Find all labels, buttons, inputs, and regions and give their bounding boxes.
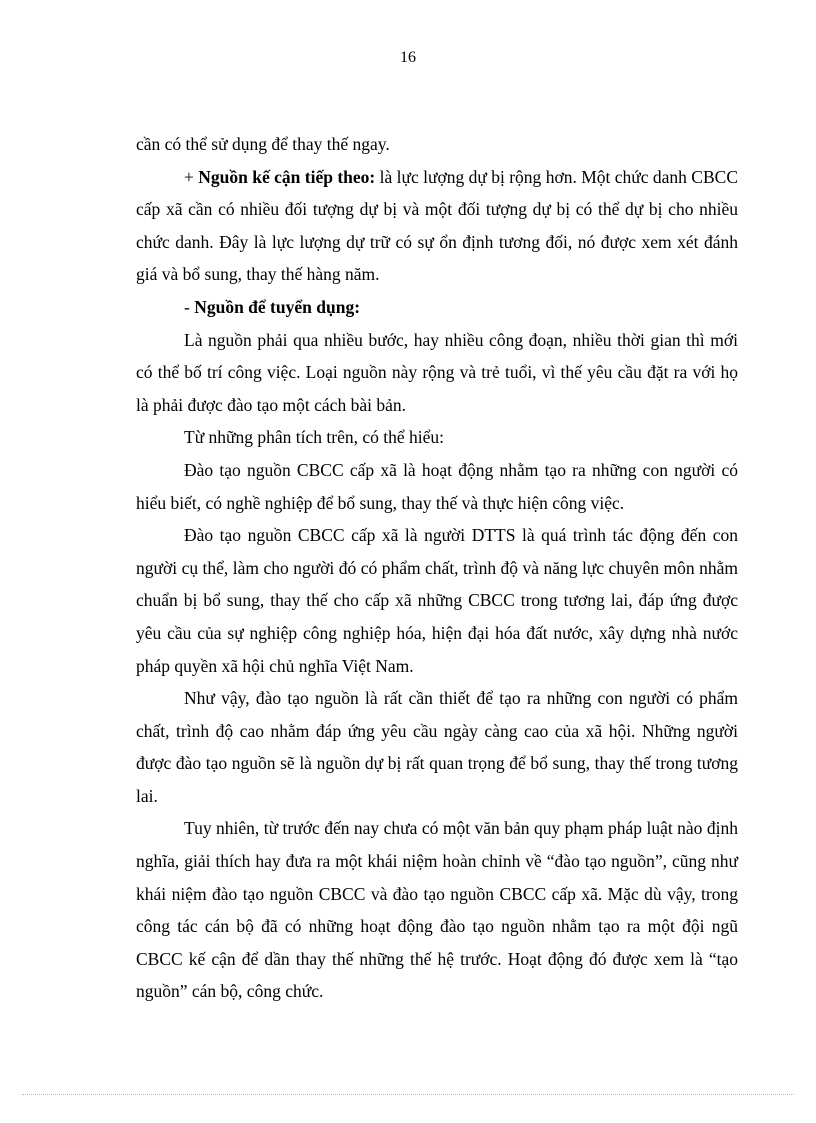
paragraph-1-text: cần có thể sử dụng để thay thế ngay.: [136, 134, 390, 154]
page-number: 16: [400, 49, 416, 66]
paragraph-1: [136, 128, 738, 161]
paragraph-2-heading: Nguồn kế cận tiếp theo:: [198, 166, 376, 187]
paragraph-3-heading: Nguồn để tuyển dụng:: [194, 296, 361, 317]
document-body: [136, 128, 738, 1008]
paragraph-9: [136, 812, 738, 1008]
paragraph-3-prefix: -: [184, 296, 195, 317]
paragraph-8-text: Như vậy, đào tạo nguồn là rất cần thiết để tạo ra những con người có phẩm chất, trình độ cao nhằm đáp ứng yêu cầu ngày càng cao của xã hội. Những người được đào tạo nguồn sẽ là nguồn dự bị rất quan trọng để bổ sung, thay thế trong tương lai.: [136, 688, 738, 806]
paragraph-9-text: Tuy nhiên, từ trước đến nay chưa có một văn bản quy phạm pháp luật nào định nghĩa, giải thích hay đưa ra một khái niệm hoàn chỉnh về “đào tạo nguồn”, cũng như khái niệm đào tạo nguồn CBCC và đào tạo nguồn CBCC cấp xã. Mặc dù vậy, trong công tác cán bộ đã có những hoạt động đào tạo nguồn nhằm tạo ra một đội ngũ CBCC kế cận để dần thay thế những thế hệ trước. Hoạt động đó được xem là “tạo nguồn” cán bộ, công chức.: [136, 818, 738, 1002]
paragraph-3: [136, 291, 738, 324]
paragraph-4-text: Là nguồn phải qua nhiều bước, hay nhiều công đoạn, nhiều thời gian thì mới có thể bố trí công việc. Loại nguồn này rộng và trẻ tuổi, vì thế yêu cầu đặt ra với họ là phải được đào tạo một cách bài bản.: [136, 329, 738, 415]
paragraph-5: [136, 421, 738, 454]
paragraph-4: [136, 324, 738, 422]
paragraph-2-prefix: +: [184, 166, 199, 187]
page-bottom-divider: [22, 1094, 794, 1095]
paragraph-8: [136, 682, 738, 812]
paragraph-6: [136, 454, 738, 519]
paragraph-2: [136, 161, 738, 291]
paragraph-5-text: Từ những phân tích trên, có thể hiểu:: [184, 427, 445, 448]
paragraph-6-text: Đào tạo nguồn CBCC cấp xã là hoạt động nhằm tạo ra những con người có hiểu biết, có nghề nghiệp để bổ sung, thay thế và thực hiện công việc.: [136, 459, 738, 513]
paragraph-2-text: là lực lượng dự bị rộng hơn. Một chức danh CBCC cấp xã cần có nhiều đối tượng dự bị và một đối tượng dự bị có thể dự bị cho nhiều chức danh. Đây là lực lượng dự trữ có sự ổn định tương đối, nó được xem xét đánh giá và bổ sung, thay thế hàng năm.: [136, 166, 738, 285]
paragraph-7-text: Đào tạo nguồn CBCC cấp xã là người DTTS là quá trình tác động đến con người cụ thể, làm cho người đó có phẩm chất, trình độ và năng lực chuyên môn nhằm chuẩn bị bổ sung, thay thế cho cấp xã những CBCC trong tương lai, đáp ứng được yêu cầu của sự nghiệp công nghiệp hóa, hiện đại hóa đất nước, xây dựng nhà nước pháp quyền xã hội chủ nghĩa Việt Nam.: [136, 525, 738, 676]
paragraph-7: [136, 519, 738, 682]
